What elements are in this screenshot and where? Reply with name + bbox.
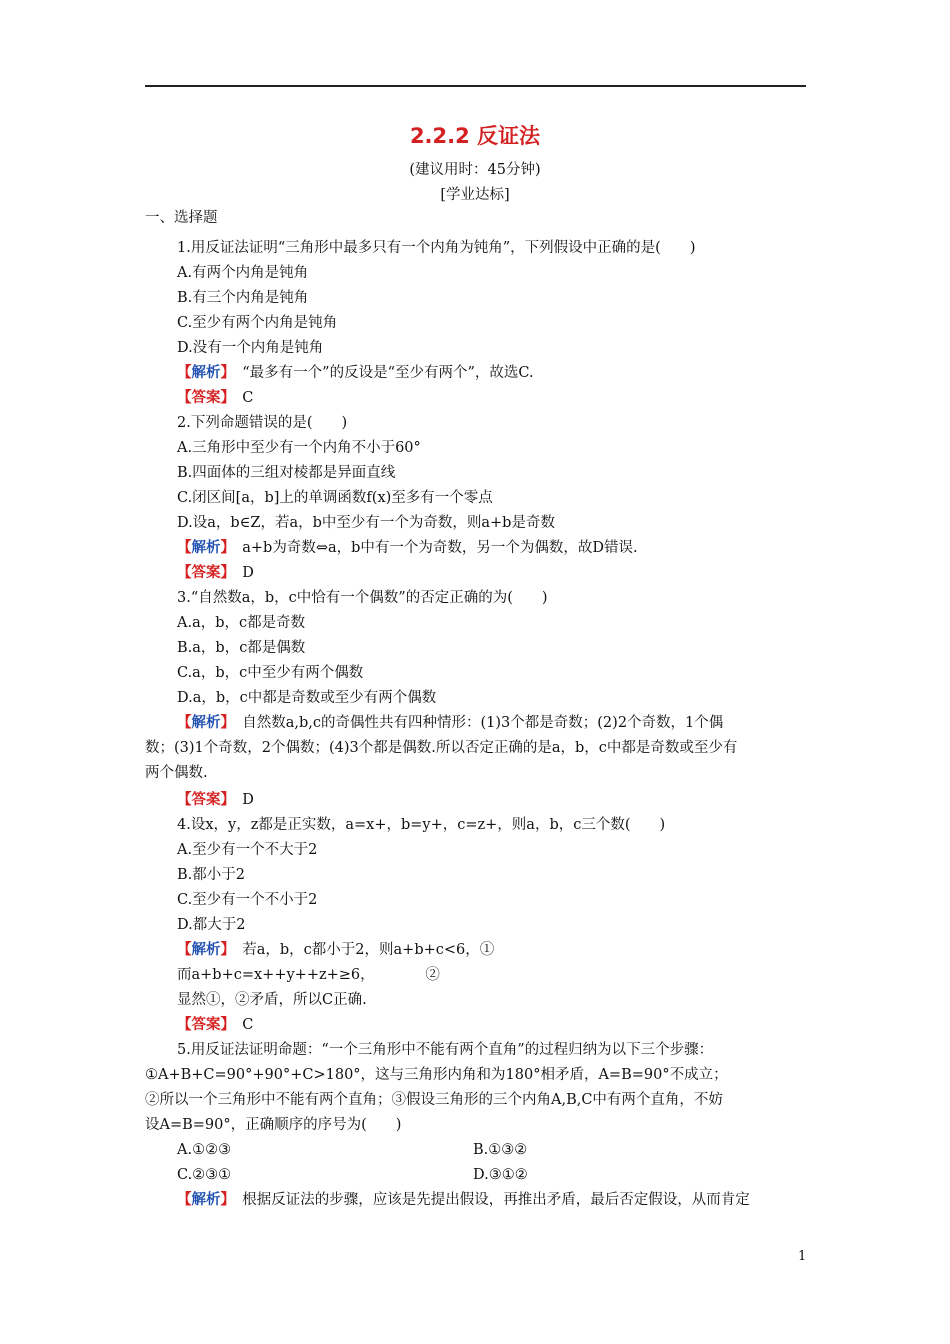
text-line [145, 1090, 723, 1110]
line-text: A.至少有一个不大于2 [177, 842, 318, 858]
line-text: B.有三个内角是钝角 [177, 290, 309, 306]
line-text: 显然①，②矛盾，所以C正确. [177, 992, 367, 1008]
line-text: 而a+b+c=x++y++z+≥6， ② [177, 967, 440, 983]
line-text: A.a，b，c都是奇数 [177, 615, 306, 631]
text-line [177, 288, 308, 308]
text-line [145, 738, 737, 758]
line-text: A.有两个内角是钝角 [177, 265, 309, 281]
analysis-tag: 【解析】 [177, 365, 228, 381]
analysis-tag: 【解析】 [177, 942, 228, 958]
time-note: (建议用时：45分钟) [409, 162, 541, 178]
line-text: B.四面体的三组对棱都是异面直线 [177, 465, 396, 481]
analysis-line [177, 363, 534, 383]
answer-tag: 【答案】 [177, 565, 228, 581]
line-text: D.a，b，c中都是奇数或至少有两个偶数 [177, 690, 437, 706]
line-text: “最多有一个”的反设是“至少有两个”，故选C. [227, 365, 534, 381]
line-text: B.都小于2 [177, 867, 245, 883]
line-text: 自然数a,b,c的奇偶性共有四种情形：(1)3个都是奇数；(2)2个奇数，1个偶 [227, 715, 724, 731]
text-line [145, 1115, 401, 1135]
answer-tag: 【答案】 [177, 792, 228, 808]
line-text: 根据反证法的步骤，应该是先提出假设，再推出矛盾，最后否定假设，从而肯定 [227, 1192, 750, 1208]
analysis-line [177, 940, 494, 960]
text-line [177, 815, 665, 835]
text-line [177, 915, 245, 935]
option-left: C.②③① [177, 1167, 232, 1183]
analysis-line [177, 713, 723, 733]
text-line [177, 338, 323, 358]
text-line [177, 413, 347, 433]
text-line [177, 865, 245, 885]
text-line [177, 965, 440, 985]
text-line [177, 638, 305, 658]
analysis-line [177, 1190, 750, 1210]
line-text: 3.“自然数a，b，c中恰有一个偶数”的否定正确的为( ) [177, 590, 548, 606]
page-title: 2.2.2 反证法 [409, 124, 541, 148]
line-text: B.a，b，c都是偶数 [177, 640, 306, 656]
line-text: C [227, 1017, 254, 1033]
line-text: C [227, 390, 254, 406]
section-label: [学业达标] [440, 187, 510, 203]
analysis-tag: 【解析】 [177, 1192, 228, 1208]
line-text: 1.用反证法证明“三角形中最多只有一个内角为钝角”，下列假设中正确的是( ) [177, 240, 696, 256]
analysis-tag: 【解析】 [177, 540, 228, 556]
answer-tag: 【答案】 [177, 390, 228, 406]
line-text: 设A=B=90°，正确顺序的序号为( ) [145, 1117, 402, 1133]
line-text: 两个偶数. [145, 765, 208, 781]
text-line [177, 263, 308, 283]
header-rule [145, 85, 806, 87]
line-text: A.三角形中至少有一个内角不小于60° [177, 440, 421, 456]
line-text: 4.设x，y，z都是正实数，a=x+，b=y+，c=z+，则a，b，c三个数( ) [177, 817, 666, 833]
line-text: C.a，b，c中至少有两个偶数 [177, 665, 364, 681]
page-number: 1 [798, 1249, 807, 1264]
text-line [177, 840, 317, 860]
text-line [177, 663, 363, 683]
answer-line [177, 388, 253, 408]
text-line [145, 1065, 728, 1085]
line-text: D.都大于2 [177, 917, 246, 933]
text-line [177, 990, 367, 1010]
line-text: 数；(3)1个奇数，2个偶数；(4)3个都是偶数.所以否定正确的是a，b，c中都是奇数或至少有 [145, 740, 738, 756]
line-text: C.至少有两个内角是钝角 [177, 315, 338, 331]
text-line [177, 688, 436, 708]
line-text: 2.下列命题错误的是( ) [177, 415, 348, 431]
text-line [177, 313, 337, 333]
line-text: a+b为奇数⇔a，b中有一个为奇数，另一个为偶数，故D错误. [227, 540, 638, 556]
option-right: D.③①② [473, 1167, 528, 1183]
line-text: D [227, 565, 254, 581]
text-line [177, 588, 548, 608]
line-text: ①A+B+C=90°+90°+C>180°，这与三角形内角和为180°相矛盾，A=B=90°不成立； [145, 1067, 728, 1083]
text-line [177, 890, 317, 910]
line-text: 5.用反证法证明命题：“一个三角形中不能有两个直角”的过程归纳为以下三个步骤： [177, 1042, 714, 1058]
answer-line [177, 790, 254, 810]
text-line [177, 438, 421, 458]
text-line [177, 488, 493, 508]
line-text: C.闭区间[a，b]上的单调函数f(x)至多有一个零点 [177, 490, 493, 506]
part-heading: 一、选择题 [145, 210, 218, 226]
text-line [177, 613, 305, 633]
text-line [177, 1040, 713, 1060]
option-right: B.①③② [473, 1142, 528, 1158]
line-text: D.设a，b∈Z，若a，b中至少有一个为奇数，则a+b是奇数 [177, 515, 555, 531]
analysis-line [177, 538, 638, 558]
line-text: C.至少有一个不小于2 [177, 892, 318, 908]
answer-tag: 【答案】 [177, 1017, 228, 1033]
line-text: 若a，b，c都小于2，则a+b+c<6，① [227, 942, 495, 958]
option-left: A.①②③ [177, 1142, 232, 1158]
analysis-tag: 【解析】 [177, 715, 228, 731]
answer-line [177, 1015, 253, 1035]
text-line [177, 513, 555, 533]
text-line [145, 763, 208, 783]
answer-line [177, 563, 254, 583]
text-line [177, 463, 395, 483]
text-line [177, 238, 695, 258]
line-text: D.没有一个内角是钝角 [177, 340, 324, 356]
line-text: D [227, 792, 254, 808]
line-text: ②所以一个三角形中不能有两个直角；③假设三角形的三个内角A,B,C中有两个直角，不妨 [145, 1092, 723, 1108]
